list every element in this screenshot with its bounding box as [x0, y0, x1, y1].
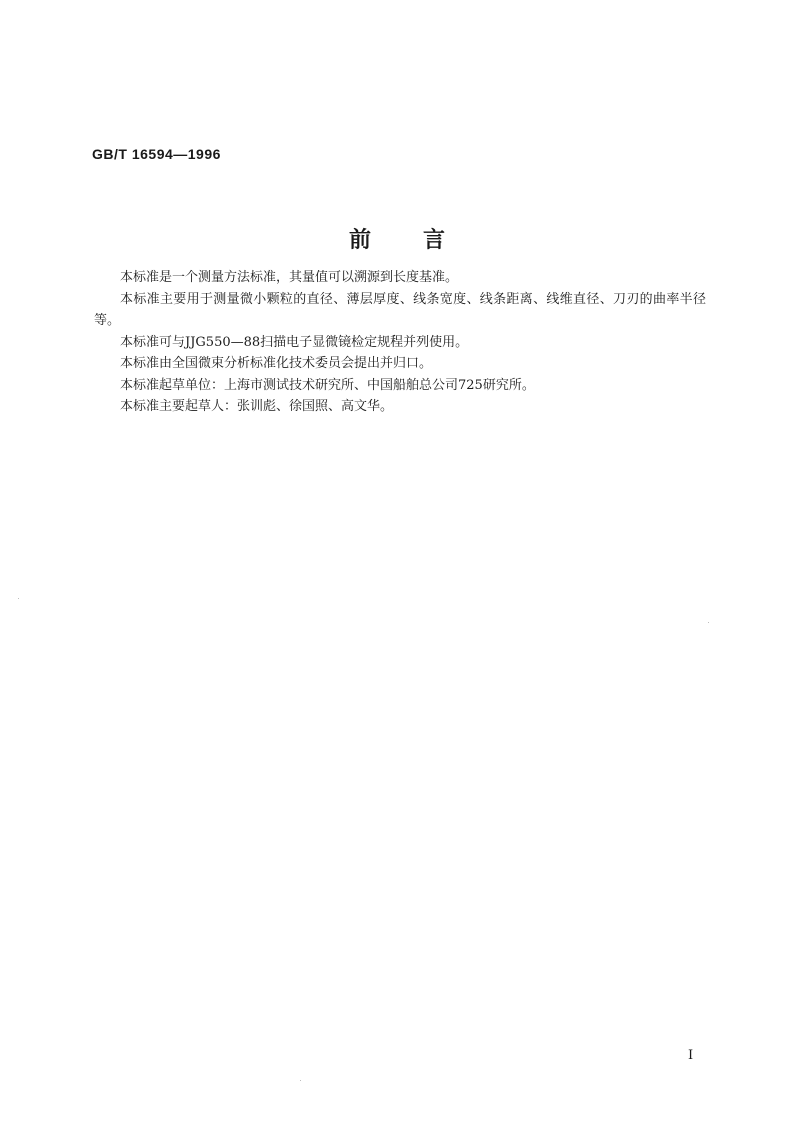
standard-code: GB/T 16594—1996 [92, 146, 221, 162]
page-title: 前言 [348, 228, 497, 253]
paragraph-drafters: 本标准主要起草人：张训彪、徐国照、高文华。 [120, 399, 394, 414]
scan-speck [708, 622, 709, 623]
foreword-body [94, 267, 706, 418]
paragraph-proposer: 本标准由全国微束分析标准化技术委员会提出并归口。 [120, 356, 433, 371]
paragraph-drafting-units: 本标准起草单位：上海市测试技术研究所、中国船舶总公司725研究所。 [120, 377, 535, 393]
scan-speck [18, 598, 19, 599]
paragraph-scope: 本标准是一个测量方法标准，其量值可以溯源到长度基准。 [120, 270, 459, 285]
page-number: I [688, 1048, 694, 1063]
scan-speck [300, 1080, 301, 1081]
paragraph-usage: 本标准可与JJG550—88扫描电子显微镜检定规程并列使用。 [120, 334, 469, 350]
paragraph-application: 本标准主要用于测量微小颗粒的直径、薄层厚度、线条宽度、线条距离、线维直径、刀刃的曲率半径等。 [94, 291, 706, 328]
